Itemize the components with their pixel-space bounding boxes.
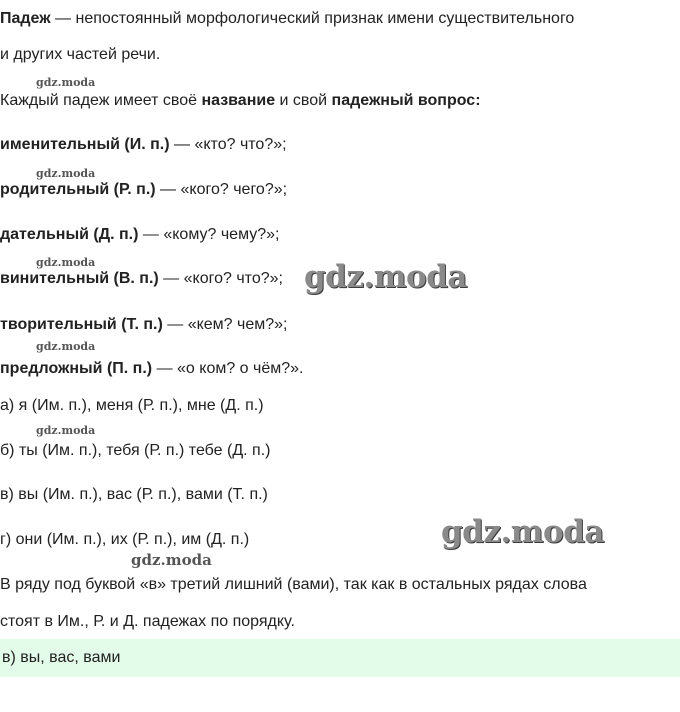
watermark-big: gdz.moda — [441, 514, 604, 550]
case-name: именительный (И. п.) — [0, 136, 170, 153]
intro-bold-name: название — [201, 92, 276, 109]
case-name: творительный (Т. п.) — [0, 316, 163, 333]
case-nominative — [0, 135, 287, 155]
watermark-small: gdz.moda — [36, 424, 96, 437]
row-v: в) вы (Им. п.), вас (Р. п.), вами (Т. п.) — [0, 486, 268, 503]
watermark-small: gdz.moda — [131, 551, 212, 569]
case-name: предложный (П. п.) — [0, 360, 153, 377]
intro-text-1: Каждый падеж имеет своё — [0, 92, 202, 109]
intro-colon: : — [475, 92, 481, 109]
term-padezh: Падеж — [0, 10, 51, 27]
row-a: а) я (Им. п.), меня (Р. п.), мне (Д. п.) — [0, 397, 264, 414]
case-name: винительный (В. п.) — [0, 270, 159, 287]
case-questions: — «кем? чем?»; — [162, 316, 288, 333]
definition-line-2: и других частей речи. — [0, 46, 161, 63]
watermark-small: gdz.moda — [36, 76, 96, 89]
case-questions: — «о ком? о чём?». — [152, 360, 304, 377]
case-questions: — «кого? чего?»; — [155, 181, 288, 198]
answer-box — [0, 639, 680, 677]
definition-text: — непостоянный морфологический признак имени существительного — [50, 10, 575, 27]
case-questions: — «кого? что?»; — [158, 270, 283, 287]
intro-bold-question: падежный вопрос — [331, 92, 476, 109]
row-g: г) они (Им. п.), их (Р. п.), им (Д. п.) — [0, 531, 250, 548]
definition-line-1 — [0, 9, 574, 29]
explanation-line-2: стоят в Им., Р. и Д. падежах по порядку. — [0, 613, 295, 630]
case-questions: — «кому? чему?»; — [138, 226, 280, 243]
case-name: родительный (Р. п.) — [0, 181, 156, 198]
case-genitive — [0, 180, 287, 200]
case-instrumental — [0, 315, 288, 335]
case-dative — [0, 225, 280, 245]
explanation-line-1: В ряду под буквой «в» третий лишний (вами), так как в остальных рядах слова — [0, 576, 587, 593]
watermark-small: gdz.moda — [36, 340, 96, 353]
intro-line — [0, 91, 481, 111]
case-accusative — [0, 269, 283, 289]
watermark-big: gdz.moda — [304, 259, 467, 295]
case-questions: — «кто? что?»; — [169, 136, 287, 153]
answer-text: в) вы, вас, вами — [2, 649, 121, 666]
intro-text-2: и свой — [275, 92, 332, 109]
case-name: дательный (Д. п.) — [0, 226, 139, 243]
watermark-small: gdz.moda — [36, 167, 96, 180]
watermark-small: gdz.moda — [36, 256, 96, 269]
case-prepositional — [0, 359, 304, 379]
row-b: б) ты (Им. п.), тебя (Р. п.) тебе (Д. п.) — [0, 442, 271, 459]
